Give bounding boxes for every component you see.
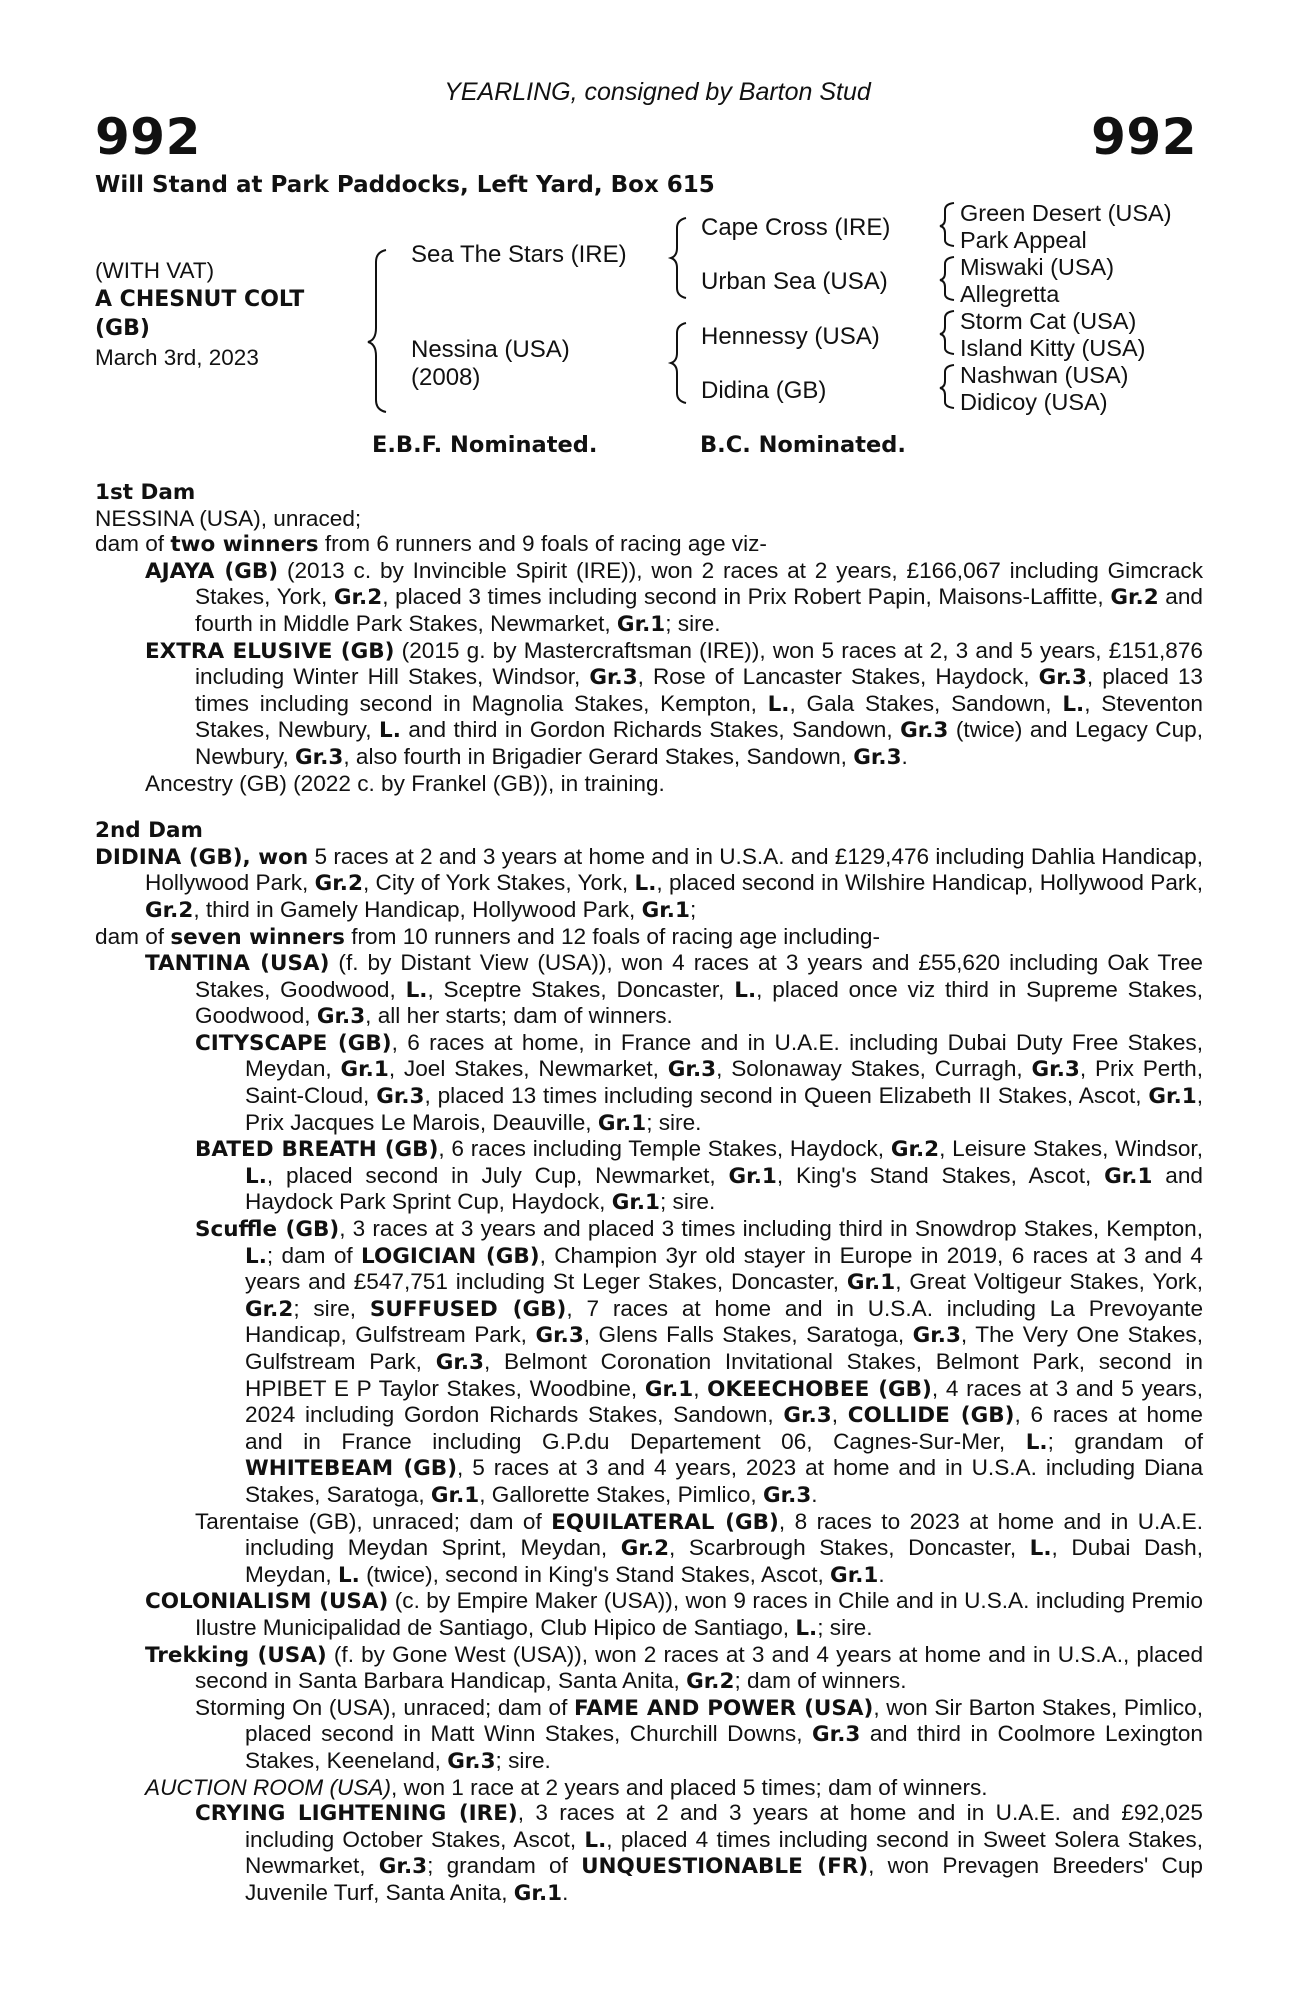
entry-auction-room [95,1775,1203,1801]
race-grade: L. [584,1827,607,1853]
record-text: , King's Stand Stakes, Ascot, [776,1162,1105,1188]
race-grade: Gr.3 [762,1482,812,1508]
record-text: SUFFUSED (GB) [369,1296,567,1322]
entry-extra-elusive [95,638,1203,771]
record-text: (2015 g. by Mastercraftsman (IRE)), won 5 races at 2, 3 and 5 years, £151,876 including Winter Hill Stakes, Windsor, [195,637,1203,690]
record-text: , Prix Perth, Saint-Cloud, [245,1056,1203,1109]
entry-trekking [95,1642,1203,1695]
pedigree-g4-4: Allegretta [960,281,1060,307]
record-text: and third in Coolmore Lexington Stakes, Keeneland, [245,1721,1203,1773]
record-text: ; sire. [646,1109,702,1135]
record-text: and fourth in Middle Park Stakes, Newmarket, [195,584,1203,636]
record-text: ; sire, [293,1295,370,1321]
race-grade: Gr.3 [447,1748,496,1774]
record-text: ; grandam of [427,1853,582,1879]
record-text: , 3 races at 3 years and placed 3 times including third in Snowdrop Stakes, Kempton, [339,1216,1203,1242]
entry-didina [95,844,1203,924]
race-grade: Gr.2 [890,1137,940,1163]
pedigree-dam-year: (2008) [411,364,481,391]
pedigree-g4-8: Didicoy (USA) [960,389,1108,415]
race-grade: Gr.2 [620,1536,670,1562]
record-text: FAME AND POWER (USA) [574,1695,874,1721]
record-text: Scuffle (GB) [195,1217,340,1243]
record-text: , Steventon Stakes, Newbury, [195,690,1203,743]
race-grade: L. [245,1163,267,1189]
race-grade: Gr.3 [912,1323,961,1349]
first-dam-intro: NESSINA (USA), unraced; [95,505,362,531]
lot-number-left: 992 [95,108,201,166]
entry-cityscape [95,1030,1203,1136]
record-text: (twice), second in King's Stand Stakes, Ascot, [359,1561,831,1587]
record-text: ; sire. [495,1747,551,1773]
pedigree-g4-5: Storm Cat (USA) [960,308,1137,334]
record-text: ; sire. [665,610,721,636]
brace-gen3-1 [940,203,954,246]
horse-name-line2: (GB) [95,316,150,341]
record-text: , Prix Jacques Le Marois, Deauville, [245,1083,1203,1135]
pedigree-dam-sire: Hennessy (USA) [701,323,880,350]
record-text: , Glens Falls Stakes, Saratoga, [583,1322,913,1348]
record-text: , placed 13 times including second in Magnolia Stakes, Kempton, [195,664,1203,716]
record-text: two winners [170,532,319,558]
race-grade: Gr.2 [145,897,194,923]
record-text: seven winners [170,924,345,950]
produce-record [95,480,1203,1906]
brace-gen3-4 [940,365,954,408]
brace-gen3-2 [940,257,954,300]
race-grade: Gr.3 [295,744,344,770]
record-text: ; dam of winners. [734,1668,907,1694]
record-text: , City of York Stakes, York, [362,870,635,896]
record-text: . [901,743,908,769]
entry-tarentaise [95,1509,1203,1589]
record-text: OKEECHOBEE (GB) [707,1376,932,1402]
record-text: (2013 c. by Invincible Spirit (IRE)), won 2 races at 2 years, £166,067 including Gimcrack Stakes, York, [195,557,1204,610]
pedigree-g4-2: Park Appeal [960,227,1087,253]
race-grade: Gr.2 [314,871,363,897]
record-text: , won [242,844,309,870]
record-text: from 10 runners and 12 foals of racing age including- [344,923,880,949]
ebf-nomination: E.B.F. Nominated. [372,432,598,458]
record-text: BATED BREATH (GB) [195,1137,439,1163]
brace-gen2-sire [671,218,686,298]
race-grade: Gr.3 [378,1854,428,1880]
race-grade: Gr.1 [830,1562,879,1588]
race-grade: Gr.2 [333,585,383,611]
pedigree-dam: Nessina (USA) [411,336,570,363]
pedigree-dam-dam: Didina (GB) [701,377,827,404]
race-grade: Gr.3 [812,1722,861,1748]
record-text: and third in Gordon Richards Stakes, Sandown, [400,717,901,743]
record-text: , [693,1375,708,1401]
record-text: , third in Gamely Handicap, Hollywood Park, [193,896,642,922]
pedigree-g4-1: Green Desert (USA) [960,200,1172,226]
entry-crying-lightening [95,1800,1203,1906]
race-grade: Gr.2 [245,1296,294,1322]
race-grade: Gr.3 [853,744,902,770]
record-text: 5 races at 2 and 3 years at home and in U.S.A. and £129,476 including Dahlia Handicap, Hollywood Park, [145,843,1203,896]
record-text: , won 1 race at 2 years and placed 5 times; dam of winners. [391,1774,988,1800]
record-text: , Gala Stakes, Sandown, [789,690,1063,716]
race-grade: Gr.1 [728,1163,777,1189]
record-text: , Great Voltigeur Stakes, York, [895,1269,1204,1295]
record-text: , Belmont Coronation Invitational Stakes, Belmont Park, second in HPIBET E P Taylor Stakes, Woodbine, [245,1349,1203,1401]
record-text: , all her starts; dam of winners. [365,1003,673,1029]
race-grade: Gr.3 [1031,1057,1080,1083]
race-grade: Gr.1 [616,611,666,637]
entry-tantina [95,950,1203,1030]
first-dam-winners [95,531,1203,558]
race-grade: L. [634,871,657,897]
record-text: ; dam of [266,1242,362,1268]
record-text: COLONIALISM (USA) [145,1589,389,1615]
entry-ancestry: Ancestry (GB) (2022 c. by Frankel (GB)), in training. [145,770,665,796]
record-text: AJAYA (GB) [145,558,279,584]
record-text: , 8 races to 2023 at home and in U.A.E. including Meydan Sprint, Meydan, [245,1508,1204,1561]
record-text: , 6 races including Temple Stakes, Haydock, [438,1136,891,1162]
record-text: . [811,1481,818,1507]
second-dam-heading: 2nd Dam [95,818,203,844]
race-grade: Gr.3 [376,1084,425,1110]
race-grade: Gr.1 [1148,1084,1197,1110]
vat-note: (WITH VAT) [95,258,215,283]
record-text: WHITEBEAM (GB) [245,1456,458,1482]
record-text: dam of [95,923,171,949]
record-text: TANTINA (USA) [145,951,330,977]
record-text: , placed 4 times including second in Sweet Solera Stakes, Newmarket, [245,1826,1203,1879]
second-dam-winners [95,924,1203,951]
race-grade: Gr.1 [641,897,690,923]
record-text: , placed 3 times including second in Prix Robert Papin, Maisons-Laffitte, [382,584,1111,610]
record-text: Tarentaise (GB), unraced; dam of [195,1508,552,1534]
brace-gen1 [368,250,386,412]
record-text: UNQUESTIONABLE (FR) [581,1854,869,1880]
race-grade: L. [1062,691,1085,717]
record-text: , won Sir Barton Stakes, Pimlico, placed second in Matt Winn Stakes, Churchill Downs, [245,1694,1204,1747]
record-text: , 6 races at home and in France including G.P.du Departement 06, Cagnes-Sur-Mer, [245,1402,1203,1454]
record-text: , Gallorette Stakes, Pimlico, [479,1481,763,1507]
record-text: (c. by Empire Maker (USA)), won 9 races in Chile and in U.S.A. including Premio Ilustre Municipalidad de Santiago, Club Hipico de Santiago, [195,1588,1204,1640]
record-text: , placed second in July Cup, Newmarket, [266,1162,729,1188]
race-grade: Gr.3 [667,1057,717,1083]
record-text: dam of [95,531,171,557]
record-text: , placed 13 times including second in Queen Elizabeth II Stakes, Ascot, [424,1083,1149,1109]
record-text: , Sceptre Stakes, Doncaster, [427,976,735,1002]
record-text: . [878,1561,885,1587]
horse-name-line1: A CHESNUT COLT [95,287,305,312]
record-text: COLLIDE (GB) [847,1403,1015,1429]
race-grade: Gr.2 [1110,585,1159,611]
entry-colonialism [95,1588,1203,1641]
pedigree-g4-7: Nashwan (USA) [960,362,1129,388]
race-grade: L. [767,691,790,717]
record-text: (f. by Distant View (USA)), won 4 races at 3 years and £55,620 including Oak Tree Stakes, Goodwood, [195,950,1203,1002]
brace-gen3-3 [940,311,954,354]
record-text: , Solonaway Stakes, Curragh, [716,1056,1032,1082]
entry-scuffle [95,1216,1203,1509]
race-grade: Gr.1 [430,1482,480,1508]
record-text: LOGICIAN (GB) [361,1243,540,1269]
race-grade: L. [795,1615,818,1641]
record-text: Trekking (USA) [145,1642,327,1668]
record-text: AUCTION ROOM (USA) [145,1774,392,1800]
race-grade: L. [1025,1429,1048,1455]
foaling-date: March 3rd, 2023 [95,345,259,370]
race-grade: Gr.1 [513,1880,563,1906]
race-grade: Gr.3 [316,1004,366,1030]
record-text: , Leisure Stakes, Windsor, [939,1136,1203,1162]
race-grade: Gr.2 [686,1669,735,1695]
record-text: , 6 races at home, in France and in U.A.E. including Dubai Duty Free Stakes, Meydan, [245,1029,1203,1082]
record-text: , placed once viz third in Supreme Stakes, Goodwood, [195,976,1204,1029]
record-text: CITYSCAPE (GB) [195,1030,392,1056]
race-grade: Gr.3 [589,665,638,691]
race-grade: Gr.3 [1038,665,1087,691]
record-text: Storming On (USA), unraced; dam of [195,1694,575,1720]
race-grade: Gr.1 [846,1270,896,1296]
record-text: . [562,1879,569,1905]
race-grade: Gr.1 [340,1057,389,1083]
record-text: , Champion 3yr old stayer in Europe in 2019, 6 races at 3 and 4 years and £547,751 including St Leger Stakes, Doncaster, [245,1242,1203,1295]
stable-location: Will Stand at Park Paddocks, Left Yard, Box 615 [95,172,715,198]
record-text: (twice) and Legacy Cup, Newbury, [195,717,1203,769]
race-grade: Gr.3 [783,1403,832,1429]
record-text: DIDINA (GB) [95,844,243,870]
race-grade: L. [1029,1536,1052,1562]
record-text: EQUILATERAL (GB) [551,1509,779,1535]
race-grade: Gr.1 [611,1190,660,1216]
record-text: CRYING LIGHTENING (IRE) [195,1801,518,1827]
record-text: EXTRA ELUSIVE (GB) [145,638,395,664]
record-text: , Dubai Dash, Meydan, [245,1535,1203,1587]
race-grade: Gr.3 [435,1350,484,1375]
lot-number-right: 992 [1091,108,1197,166]
bc-nomination: B.C. Nominated. [700,432,906,458]
first-dam-heading: 1st Dam [95,480,196,505]
pedigree-sire: Sea The Stars (IRE) [411,241,627,268]
record-text: and Haydock Park Sprint Cup, Haydock, [245,1162,1203,1215]
entry-bated-breath [95,1136,1203,1216]
record-text: , Joel Stakes, Newmarket, [388,1056,668,1082]
race-grade: L. [405,977,428,1003]
record-text: , also fourth in Brigadier Gerard Stakes, Sandown, [343,743,854,769]
race-grade: Gr.1 [1104,1163,1153,1189]
pedigree-sire-sire: Cape Cross (IRE) [701,214,891,241]
race-grade: L. [337,1562,360,1588]
race-grade: L. [245,1243,267,1269]
record-text: (f. by Gone West (USA)), won 2 races at 3 and 4 years at home and in U.S.A., placed second in Santa Barbara Handicap, Santa Anita, [195,1641,1204,1694]
record-text: , 5 races at 3 and 4 years, 2023 at home and in U.S.A. including Diana Stakes, Saratoga, [245,1455,1204,1507]
entry-ajaya [95,558,1203,638]
record-text: ; sire. [817,1614,873,1640]
record-text: , 4 races at 3 and 5 years, 2024 including Gordon Richards Stakes, Sandown, [245,1375,1204,1428]
record-text: , Scarbrough Stakes, Doncaster, [669,1535,1030,1561]
brace-gen2-dam [671,323,686,403]
record-text: , won Prevagen Breeders' Cup Juvenile Turf, Santa Anita, [245,1853,1203,1905]
record-text: ; [689,896,697,922]
record-text: , The Very One Stakes, Gulfstream Park, [245,1322,1203,1374]
record-text: ; sire. [660,1189,716,1215]
race-grade: L. [379,718,401,744]
record-text: from 6 runners and 9 foals of racing age viz- [318,531,767,557]
race-grade: Gr.1 [644,1376,694,1402]
pedigree-g4-6: Island Kitty (USA) [960,335,1146,361]
record-text: , 7 races at home and in U.S.A. including La Prevoyante Handicap, Gulfstream Park, [245,1295,1204,1348]
race-grade: Gr.3 [535,1323,584,1349]
race-grade: L. [734,977,757,1003]
pedigree-g4-3: Miswaki (USA) [960,254,1115,280]
record-text: , [831,1402,848,1428]
race-grade: Gr.3 [900,718,949,744]
consignor-line: YEARLING, consigned by Barton Stud [444,78,871,106]
record-text: , Rose of Lancaster Stakes, Haydock, [637,664,1039,690]
record-text: ; grandam of [1047,1428,1203,1454]
record-text: , 3 races at 2 and 3 years at home and in U.A.E. and £92,025 including October Stakes, Ascot, [245,1800,1203,1852]
record-text: , placed second in Wilshire Handicap, Hollywood Park, [656,870,1203,896]
race-grade: Gr.1 [597,1110,647,1136]
pedigree-sire-dam: Urban Sea (USA) [701,268,888,295]
entry-storming-on [95,1695,1203,1775]
